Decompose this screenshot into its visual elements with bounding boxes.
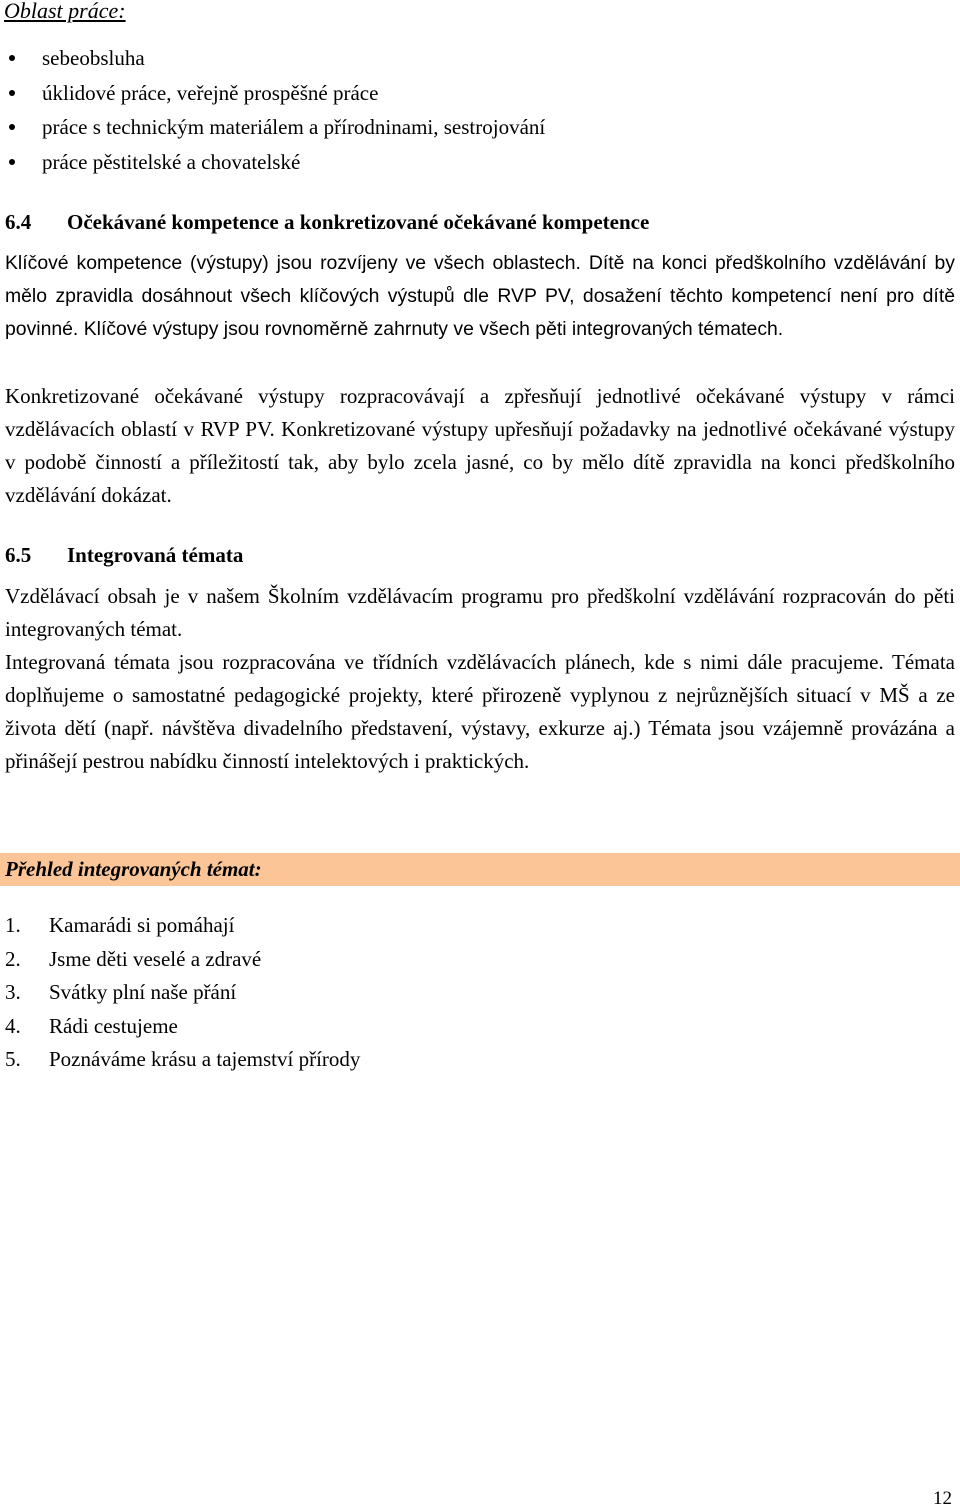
list-item [0,148,545,183]
bullet-icon [9,90,15,96]
bullet-icon [9,55,15,61]
list-item-text: sebeobsluha [42,46,145,70]
list-item-text: Poznáváme krásu a tajemství přírody [49,1047,361,1071]
list-number: 1. [5,913,21,937]
overview-title: Přehled integrovaných témat: [5,857,262,881]
competence-paragraph: Klíčové kompetence (výstupy) jsou rozvíjeny ve všech oblastech. Dítě na konci předškolního vzdělávání by mělo zpravidla dosáhnout všech klíčových výstupů dle RVP PV, dosažení těchto kompetencí není pro dítě povinné. Klíčové výstupy jsou rovnoměrně zahrnuty ve všech pěti integrovaných tématech. [5,252,955,340]
list-item-text: Jsme děti veselé a zdravé [49,946,262,971]
list-item-text: Svátky plní naše přání [49,980,237,1004]
section-title: Očekávané kompetence a konkretizované očekávané kompetence [67,210,650,234]
list-number: 4. [5,1013,21,1038]
list-item-text: Kamarádi si pomáhají [49,913,235,937]
bullet-icon [9,124,15,130]
area-title: Oblast práce: [4,0,126,23]
list-number: 5. [5,1047,21,1071]
list-number: 2. [5,946,21,971]
work-area-list [0,44,545,182]
concretized-outputs-paragraph: Konkretizované očekávané výstupy rozpracovávají a zpřesňují jednotlivé očekávané výstupy v rámci vzdělávacích oblastí v RVP PV. Konkretizované výstupy upřesňují požadavky na jednotlivé očekávané výstupy v podobě činností a příležitostí tak, aby bylo zcela jasné, co by mělo dítě zpravidla na konci předškolního vzdělávání dokázat. [5,384,955,507]
list-number: 3. [5,980,21,1004]
list-item-text: práce s technickým materiálem a přírodninami, sestrojování [42,115,546,139]
themes-paragraph: Integrovaná témata jsou rozpracována ve třídních vzdělávacích plánech, kde s nimi dále pracujeme. Témata doplňujeme o samostatné pedagogické projekty, které přirozeně vyplynou z nejrůznějších situací v MŠ a ze života dětí (např. návštěva divadelního představení, výstavy, exkurze aj.) Témata jsou vzájemně provázána a přinášejí pestrou nabídku činností intelektových i praktických. [5,650,955,773]
section-title: Integrovaná témata [67,543,244,567]
section-heading-6-4 [5,208,649,236]
section-number: 6.4 [5,210,32,234]
list-item-text: úklidové práce, veřejně prospěšné práce [42,80,379,105]
content-paragraph: Vzdělávací obsah je v našem Školním vzdělávacím programu pro předškolní vzdělávání rozpracován do pěti integrovaných témat. [5,584,955,641]
bullet-icon [9,159,15,165]
list-item-text: práce pěstitelské a chovatelské [42,149,301,174]
list-item [0,113,545,148]
list-item-text: Rádi cestujeme [49,1013,178,1038]
section-heading-6-5 [5,541,243,569]
section-number: 6.5 [5,543,32,567]
themes-list [0,911,360,1079]
list-item [0,945,360,979]
list-item [0,1012,360,1046]
list-item [0,1045,360,1079]
list-item [0,79,545,114]
list-item [0,978,360,1012]
list-item [0,44,545,79]
list-item [0,911,360,945]
page-number: 12 [933,1488,952,1509]
